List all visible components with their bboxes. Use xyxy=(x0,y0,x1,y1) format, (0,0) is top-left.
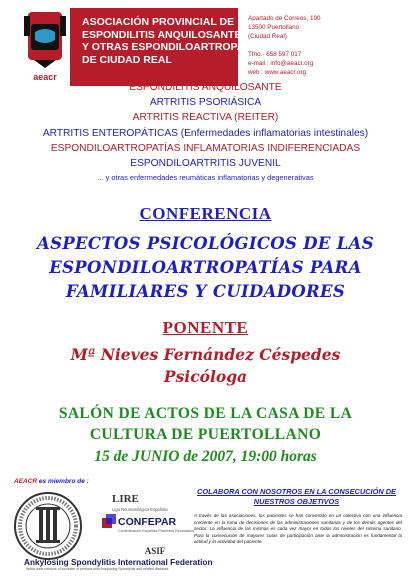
address-line: (Ciudad Real) xyxy=(248,33,287,41)
address-line: Apartado de Correos, 190 xyxy=(248,15,321,22)
speaker-role: Psicóloga xyxy=(163,367,248,386)
member-org: AEACR xyxy=(14,478,38,485)
disease-item: ESPONDILITIS ANQUILOSANTE xyxy=(129,82,282,93)
svg-text:Confederación Española Pacient: Confederación Española Pacientes Reumáticos xyxy=(118,529,195,533)
header xyxy=(22,8,394,86)
disease-item: ESPONDILOARTRITIS JUVENIL xyxy=(130,158,281,170)
web-link[interactable]: web : www.aeacr.org xyxy=(248,69,307,77)
venue-line: SALÓN DE ACTOS DE LA CASA DE LA xyxy=(58,405,353,422)
asif-subtitle: World-wide network of societies of persons with Ankylosing Spondylitis and related diseases xyxy=(26,567,169,571)
ponente-label: PONENTE xyxy=(162,318,249,337)
phone-text: Tfno.- 658 597 017 xyxy=(248,51,302,59)
org-name-line: Y OTRAS ESPONDILOARTROPATÍAS xyxy=(82,41,268,53)
member-of-label xyxy=(14,478,89,485)
svg-text:ASIF: ASIF xyxy=(144,546,166,556)
org-name-line: ASOCIACIÓN PROVINCIAL DE xyxy=(82,16,235,28)
federation-seal-logo xyxy=(12,490,84,562)
aeacr-logo xyxy=(22,8,68,86)
disease-item: ARTRITIS PSORIÁSICA xyxy=(149,97,262,109)
venue-block xyxy=(0,403,411,445)
event-datetime: 15 de JUNIO de 2007, 19:00 horas xyxy=(94,448,317,465)
asif-logo xyxy=(142,540,168,558)
org-name-line: DE CIUDAD REAL xyxy=(82,53,172,66)
diseases-list xyxy=(0,80,411,184)
conference-label: CONFERENCIA xyxy=(139,204,272,223)
speaker-name: Mª Nieves Fernández Céspedes xyxy=(70,345,341,364)
collab-body: A través de las asociaciones, los pacientes se han convertido en un colectivo con una influencia creciente en la toma de decisiones de las administraciones sanitarias y de los demás agentes del sector. La influencia de las mismas es cada vez mayor en todos los niveles del sistema sanitario. Para la consecución de mayores cotas de participación ante la administración es fundamental la actitud y la actividad del paciente. xyxy=(194,513,402,545)
svg-text:LIRE: LIRE xyxy=(112,493,139,505)
title-line: ESPONDILOARTROPATÍAS PARA xyxy=(49,258,362,277)
address-line: 13500 Puertollano xyxy=(248,24,300,32)
venue-line: CULTURA DE PUERTOLLANO xyxy=(89,426,322,443)
svg-text:aeacr: aeacr xyxy=(33,72,57,82)
confepar-logo xyxy=(100,512,195,542)
conference-title xyxy=(0,232,411,304)
disease-item: ESPONDILOARTROPATÍAS INFLAMATORIAS INDIFERENCIADAS xyxy=(50,142,361,154)
disease-note: ... y otras enfermedades reumáticas inflamatorias y degenerativas xyxy=(97,173,314,183)
contact-block xyxy=(248,14,398,78)
member-text: es miembro de : xyxy=(37,478,89,485)
svg-text:CONFEPAR: CONFEPAR xyxy=(118,516,177,528)
disease-item: ARTRITIS REACTIVA (REITER) xyxy=(132,112,279,124)
asif-name: Ankylosing Spondylitis International Federation xyxy=(24,557,213,567)
title-line: FAMILIARES Y CUIDADORES xyxy=(65,282,346,301)
speaker-block xyxy=(0,344,411,388)
disease-item: ARTRITIS ENTEROPÁTICAS (Enfermedades inflamatorias intestinales) xyxy=(42,127,369,139)
org-name-line: ESPONDILITIS ANQUILOSANTE xyxy=(82,28,242,41)
title-line: ASPECTOS PSICOLÓGICOS DE LAS xyxy=(37,234,374,253)
collab-title: COLABORA CON NOSOTROS EN LA CONSECUCIÓN DE NUESTROS OBJETIVOS xyxy=(196,487,396,506)
email-link[interactable]: e-mail : info@aeacr.org xyxy=(248,60,314,68)
org-name-box xyxy=(70,8,268,86)
svg-text:Liga Reumatológica Española: Liga Reumatológica Española xyxy=(112,507,168,512)
